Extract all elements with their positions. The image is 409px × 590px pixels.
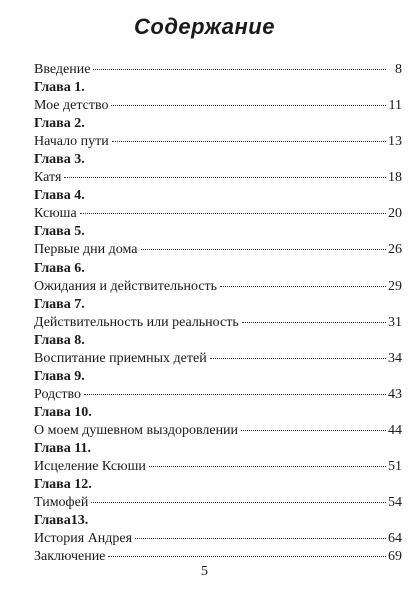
- toc-entry: [34, 205, 402, 223]
- toc-entry-title: Первые дни дома: [34, 242, 138, 258]
- toc-entry-page: 8: [395, 62, 402, 77]
- dot-leader: [108, 556, 386, 557]
- chapter-heading: Глава 5.: [34, 224, 85, 240]
- dot-leader: [111, 105, 386, 106]
- chapter-heading: Глава 11.: [34, 440, 91, 456]
- toc-entry-page: 20: [388, 206, 402, 222]
- chapter-heading: Глава 1.: [34, 80, 85, 96]
- toc-entry-title: Начало пути: [34, 134, 109, 150]
- toc-entry: [34, 422, 402, 440]
- toc-entry: [34, 350, 402, 368]
- chapter-heading: Глава 3.: [34, 152, 85, 168]
- toc-entry-page: 54: [388, 495, 402, 511]
- toc-entry-title: Действительность или реальность: [34, 314, 239, 330]
- chapter-heading: Глава 9.: [34, 368, 85, 384]
- toc-entry-page: 26: [388, 242, 402, 258]
- toc-entry-page: 31: [388, 314, 402, 330]
- toc-entry-title: История Андрея: [34, 531, 133, 547]
- dot-leader: [149, 466, 386, 467]
- dot-leader: [80, 213, 386, 214]
- dot-leader: [135, 538, 386, 539]
- toc-entry-title: Ожидания и действительность: [34, 278, 218, 294]
- toc-entry-title: О моем душевном выздоровлении: [34, 422, 239, 438]
- chapter-heading: Глава 10.: [34, 404, 92, 420]
- toc-entry-title: Исцеление Ксюши: [34, 459, 146, 475]
- dot-leader: [241, 430, 386, 431]
- toc-entry-page: 44: [388, 422, 402, 438]
- toc-entry: [34, 97, 402, 115]
- dot-leader: [141, 249, 387, 250]
- chapter-heading: Глава 2.: [34, 116, 85, 132]
- toc-entry-page: 18: [388, 170, 402, 186]
- dot-leader: [91, 502, 386, 503]
- toc-entry-title: Катя: [34, 170, 62, 186]
- dot-leader: [93, 69, 386, 70]
- toc-entry-title: Родство: [34, 386, 82, 402]
- toc-entry-page: 13: [388, 134, 402, 150]
- toc-entry-page: 34: [388, 350, 402, 366]
- chapter-heading: Глава 6.: [34, 260, 85, 276]
- toc-entry: [34, 386, 402, 404]
- toc-entry: [34, 169, 402, 187]
- toc-entry-title: Воспитание приемных детей: [34, 350, 207, 366]
- chapter-heading: Глава 7.: [34, 296, 85, 312]
- toc-entry: [34, 241, 402, 259]
- chapter-heading: Глава 12.: [34, 477, 92, 493]
- dot-leader: [220, 286, 386, 287]
- dot-leader: [242, 322, 386, 323]
- toc-entry-title: Тимофей: [34, 495, 89, 511]
- toc-entry: [34, 494, 402, 512]
- toc-entry: [34, 278, 402, 296]
- chapter-heading: Глава 4.: [34, 188, 85, 204]
- toc-entry-page: 11: [388, 98, 402, 114]
- toc-entry: [34, 530, 402, 548]
- toc-entry-page: 51: [388, 459, 402, 475]
- toc-entry: [34, 458, 402, 476]
- toc-entry: [34, 61, 402, 79]
- dot-leader: [64, 177, 386, 178]
- toc-entry-title: Введение: [34, 62, 91, 77]
- toc-entry-title: Ксюша: [34, 206, 77, 222]
- table-of-contents: [34, 61, 402, 566]
- toc-entry-page: 69: [388, 549, 402, 565]
- toc-entry-title: Мое детство: [34, 98, 109, 114]
- toc-entry-page: 64: [388, 531, 402, 547]
- page-title: Содержание: [134, 14, 275, 39]
- toc-entry-page: 43: [388, 386, 402, 402]
- toc-entry: [34, 133, 402, 151]
- toc-entry: [34, 314, 402, 332]
- chapter-heading: Глава13.: [34, 513, 89, 529]
- chapter-heading: Глава 8.: [34, 332, 85, 348]
- dot-leader: [210, 358, 386, 359]
- dot-leader: [112, 141, 386, 142]
- page-number: 5: [201, 564, 208, 579]
- dot-leader: [84, 394, 386, 395]
- toc-entry-title: Заключение: [34, 549, 106, 565]
- toc-entry-page: 29: [388, 278, 402, 294]
